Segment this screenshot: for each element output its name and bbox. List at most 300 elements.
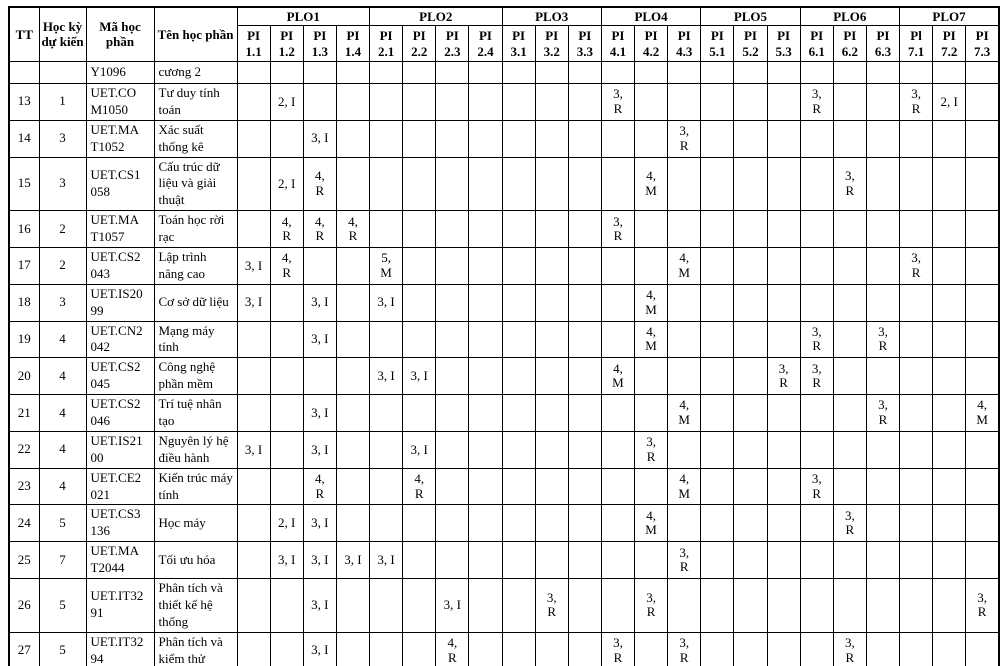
pi-mark-cell-p11 [237, 542, 270, 579]
pi-header-p61 [800, 26, 833, 62]
pi-mark-cell-p61 [800, 61, 833, 83]
pi-mark-cell-p32 [535, 157, 568, 211]
course-row [9, 632, 999, 666]
course-row [9, 468, 999, 505]
pi-mark-cell-p43 [668, 157, 701, 211]
pi-header-p32 [535, 26, 568, 62]
pi-mark-cell-p13 [303, 211, 336, 248]
pi-mark-cell-p72 [933, 284, 966, 321]
pi-mark-cell-p53 [767, 61, 800, 83]
course-name-cell: Học máy [154, 505, 237, 542]
pi-mark-cell-p33 [568, 542, 601, 579]
pi-mark-cell-p12 [270, 321, 303, 358]
pi-mark-cell-p11 [237, 248, 270, 285]
pi-mark-cell-p53 [767, 358, 800, 395]
course-row [9, 157, 999, 211]
pi-mark-cell-p11 [237, 579, 270, 633]
course-name-cell: Nguyên lý hệ điều hành [154, 431, 237, 468]
pi-mark-cell-p33 [568, 431, 601, 468]
pi-mark-value: 3, I [244, 257, 263, 273]
pi-mark-cell-p22 [403, 395, 436, 432]
pi-mark-cell-p14 [336, 284, 369, 321]
pi-mark-value: 4, R [447, 635, 458, 665]
tt-cell [9, 61, 39, 83]
pi-mark-cell-p14 [336, 358, 369, 395]
pi-mark-cell-p21 [370, 157, 403, 211]
course-row [9, 321, 999, 358]
pi-mark-cell-p43 [668, 120, 701, 157]
pi-mark-cell-p53 [767, 157, 800, 211]
pi-mark-value: 3, R [811, 86, 822, 116]
pi-mark-cell-p73 [966, 83, 999, 120]
pi-mark-cell-p13 [303, 284, 336, 321]
pi-mark-value: 3, I [311, 441, 329, 457]
pi-mark-cell-p51 [701, 157, 734, 211]
pi-mark-cell-p24 [469, 431, 502, 468]
course-code-cell [86, 468, 154, 505]
pi-mark-cell-p23 [436, 284, 469, 321]
pi-mark-cell-p42 [635, 157, 668, 211]
course-code: UET.MAT1052 [90, 121, 140, 154]
pi-mark-cell-p62 [833, 468, 866, 505]
pi-mark-cell-p43 [668, 321, 701, 358]
pi-mark-cell-p21 [370, 284, 403, 321]
pi-mark-cell-p23 [436, 61, 469, 83]
pi-header-label: PI 6.3 [874, 28, 892, 59]
pi-mark-cell-p71 [900, 358, 933, 395]
pi-mark-cell-p73 [966, 248, 999, 285]
pi-mark-cell-p31 [502, 321, 535, 358]
pi-mark-cell-p32 [535, 358, 568, 395]
pi-mark-value: 2, I [278, 175, 296, 191]
pi-mark-cell-p72 [933, 358, 966, 395]
pi-mark-cell-p12 [270, 579, 303, 633]
pi-mark-cell-p71 [900, 284, 933, 321]
tt-cell: 22 [9, 431, 39, 468]
pi-header-p72 [933, 26, 966, 62]
pi-mark-value: 5, M [380, 250, 392, 280]
pi-mark-cell-p11 [237, 321, 270, 358]
pi-mark-cell-p33 [568, 358, 601, 395]
semester-cell: 3 [39, 157, 86, 211]
pi-mark-cell-p51 [701, 505, 734, 542]
pi-mark-cell-p62 [833, 358, 866, 395]
pi-mark-cell-p62 [833, 579, 866, 633]
pi-mark-value: 4, M [645, 287, 657, 317]
pi-mark-cell-p42 [635, 248, 668, 285]
pi-mark-cell-p52 [734, 579, 767, 633]
pi-header-p22 [403, 26, 436, 62]
pi-mark-value: 2, I [278, 515, 296, 531]
pi-mark-cell-p12 [270, 542, 303, 579]
pi-mark-cell-p63 [866, 321, 899, 358]
pi-mark-cell-p52 [734, 505, 767, 542]
course-row [9, 358, 999, 395]
pi-mark-cell-p21 [370, 61, 403, 83]
pi-mark-cell-p21 [370, 505, 403, 542]
pi-mark-value: 3, R [613, 635, 623, 665]
course-row [9, 431, 999, 468]
pi-mark-value: 3, R [646, 434, 656, 464]
pi-mark-cell-p51 [701, 83, 734, 120]
pi-mark-cell-p71 [900, 248, 933, 285]
pi-mark-cell-p33 [568, 632, 601, 666]
course-row [9, 120, 999, 157]
pi-mark-cell-p42 [635, 61, 668, 83]
pi-mark-cell-p62 [833, 395, 866, 432]
pi-mark-cell-p43 [668, 395, 701, 432]
pi-mark-cell-p72 [933, 632, 966, 666]
plo-group-header-5: PLO5 [701, 7, 800, 26]
pi-mark-cell-p72 [933, 157, 966, 211]
tt-cell: 18 [9, 284, 39, 321]
tt-cell: 27 [9, 632, 39, 666]
pi-mark-cell-p62 [833, 157, 866, 211]
pi-mark-cell-p43 [668, 83, 701, 120]
pi-mark-cell-p53 [767, 83, 800, 120]
pi-mark-cell-p22 [403, 284, 436, 321]
col-header-name: Tên học phần [154, 7, 237, 61]
pi-mark-cell-p52 [734, 248, 767, 285]
pi-mark-cell-p61 [800, 542, 833, 579]
pi-mark-cell-p62 [833, 632, 866, 666]
course-code-cell [86, 395, 154, 432]
semester-cell: 5 [39, 579, 86, 633]
pi-mark-cell-p12 [270, 157, 303, 211]
pi-mark-value: 3, I [377, 367, 395, 383]
pi-mark-value: 3, R [679, 635, 690, 665]
pi-mark-value: 4, M [645, 168, 657, 198]
pi-mark-value: 4, R [414, 471, 425, 501]
course-code: UET.CS2045 [90, 359, 141, 392]
pi-mark-cell-p12 [270, 358, 303, 395]
pi-mark-cell-p43 [668, 431, 701, 468]
pi-header-p51 [701, 26, 734, 62]
pi-header-label: PI 2.2 [411, 28, 428, 59]
table-header [9, 7, 999, 61]
pi-mark-value: 3, I [410, 367, 428, 383]
pi-mark-cell-p31 [502, 120, 535, 157]
pi-mark-cell-p14 [336, 61, 369, 83]
pi-mark-cell-p21 [370, 632, 403, 666]
course-name-cell: Cấu trúc dữ liệu và giải thuật [154, 157, 237, 211]
pi-mark-cell-p43 [668, 358, 701, 395]
pi-mark-cell-p33 [568, 468, 601, 505]
course-name-cell: Mạng máy tính [154, 321, 237, 358]
pi-mark-cell-p41 [601, 358, 634, 395]
course-code-cell [86, 211, 154, 248]
pi-header-label: PI 1.3 [311, 28, 328, 59]
pi-mark-cell-p22 [403, 358, 436, 395]
course-row [9, 83, 999, 120]
pi-mark-value: 3, I [410, 441, 428, 457]
pi-mark-cell-p63 [866, 211, 899, 248]
pi-mark-cell-p32 [535, 579, 568, 633]
pi-mark-cell-p63 [866, 505, 899, 542]
pi-mark-cell-p73 [966, 211, 999, 248]
semester-cell: 2 [39, 248, 86, 285]
pi-mark-cell-p23 [436, 505, 469, 542]
pi-mark-cell-p63 [866, 468, 899, 505]
pi-mark-cell-p21 [370, 395, 403, 432]
pi-mark-cell-p73 [966, 61, 999, 83]
pi-mark-cell-p51 [701, 632, 734, 666]
tt-cell: 24 [9, 505, 39, 542]
pi-mark-cell-p72 [933, 211, 966, 248]
pi-mark-cell-p63 [866, 248, 899, 285]
pi-mark-value: 3, I [377, 294, 395, 310]
pi-header-p63 [866, 26, 899, 62]
pi-mark-cell-p53 [767, 284, 800, 321]
pi-mark-cell-p13 [303, 120, 336, 157]
pi-mark-cell-p41 [601, 542, 634, 579]
pi-header-p31 [502, 26, 535, 62]
pi-mark-cell-p32 [535, 395, 568, 432]
pi-mark-cell-p72 [933, 321, 966, 358]
pi-mark-cell-p61 [800, 431, 833, 468]
pi-mark-cell-p43 [668, 211, 701, 248]
pi-mark-cell-p53 [767, 431, 800, 468]
pi-mark-value: 3, I [244, 441, 263, 457]
pi-mark-cell-p31 [502, 61, 535, 83]
pi-mark-cell-p33 [568, 83, 601, 120]
pi-mark-cell-p24 [469, 468, 502, 505]
course-code: UET.MAT1057 [90, 212, 140, 245]
pi-mark-cell-p31 [502, 542, 535, 579]
pi-mark-cell-p33 [568, 284, 601, 321]
pi-mark-cell-p31 [502, 211, 535, 248]
pi-mark-cell-p23 [436, 468, 469, 505]
pi-mark-cell-p12 [270, 120, 303, 157]
pi-mark-cell-p31 [502, 395, 535, 432]
pi-mark-cell-p71 [900, 468, 933, 505]
pi-mark-cell-p22 [403, 83, 436, 120]
pi-mark-cell-p33 [568, 579, 601, 633]
pi-mark-cell-p52 [734, 431, 767, 468]
course-name-cell: Phân tích và kiểm thử [154, 632, 237, 666]
pi-mark-cell-p11 [237, 157, 270, 211]
pi-mark-cell-p14 [336, 83, 369, 120]
pi-mark-cell-p22 [403, 321, 436, 358]
pi-mark-cell-p21 [370, 431, 403, 468]
pi-mark-cell-p33 [568, 248, 601, 285]
pi-mark-cell-p71 [900, 61, 933, 83]
pi-mark-cell-p61 [800, 120, 833, 157]
pi-mark-cell-p72 [933, 248, 966, 285]
pi-mark-value: 3, R [878, 323, 888, 354]
pi-mark-cell-p24 [469, 321, 502, 358]
pi-header-p52 [734, 26, 767, 62]
pi-header-p53 [767, 26, 800, 62]
pi-mark-cell-p43 [668, 61, 701, 83]
pi-mark-cell-p43 [668, 505, 701, 542]
pi-mark-cell-p61 [800, 284, 833, 321]
pi-header-p14 [336, 26, 369, 62]
tt-cell: 17 [9, 248, 39, 285]
plo-group-header-3: PLO3 [502, 7, 601, 26]
pi-mark-value: 3, R [811, 471, 822, 501]
course-name-cell: Tư duy tính toán [154, 83, 237, 120]
pi-mark-value: 4, R [281, 213, 292, 244]
pi-header-label: PI 7.2 [941, 28, 958, 59]
pi-mark-cell-p61 [800, 395, 833, 432]
course-row [9, 579, 999, 633]
tt-cell: 13 [9, 83, 39, 120]
pi-mark-cell-p22 [403, 431, 436, 468]
pi-mark-value: 3, R [679, 544, 690, 575]
pi-mark-cell-p61 [800, 211, 833, 248]
pi-header-p62 [833, 26, 866, 62]
pi-header-p71 [900, 26, 933, 62]
pi-mark-cell-p11 [237, 395, 270, 432]
pi-mark-cell-p41 [601, 120, 634, 157]
pi-mark-value: 3, R [977, 589, 987, 620]
pi-mark-cell-p61 [800, 468, 833, 505]
pi-header-label: PI 2.3 [444, 28, 461, 59]
pi-mark-cell-p24 [469, 579, 502, 633]
pi-mark-cell-p31 [502, 284, 535, 321]
pi-mark-cell-p33 [568, 395, 601, 432]
pi-mark-cell-p41 [601, 284, 634, 321]
pi-mark-cell-p33 [568, 505, 601, 542]
pi-mark-cell-p14 [336, 505, 369, 542]
pi-mark-cell-p23 [436, 83, 469, 120]
pi-mark-value: 3, I [311, 404, 329, 420]
pi-mark-value: 4, R [281, 250, 292, 280]
tt-cell: 23 [9, 468, 39, 505]
pi-mark-cell-p41 [601, 248, 634, 285]
course-code-cell [86, 431, 154, 468]
pi-mark-cell-p11 [237, 632, 270, 666]
pi-mark-cell-p41 [601, 579, 634, 633]
pi-mark-cell-p33 [568, 321, 601, 358]
tt-cell: 21 [9, 395, 39, 432]
course-code-cell [86, 83, 154, 120]
semester-cell: 5 [39, 632, 86, 666]
pi-mark-value: 3, R [844, 168, 855, 198]
pi-mark-value: 4, R [314, 168, 325, 198]
pi-mark-cell-p23 [436, 321, 469, 358]
pi-mark-cell-p62 [833, 61, 866, 83]
pi-mark-cell-p63 [866, 83, 899, 120]
pi-mark-cell-p31 [502, 505, 535, 542]
pi-mark-cell-p51 [701, 248, 734, 285]
pi-mark-cell-p52 [734, 542, 767, 579]
pi-mark-cell-p41 [601, 395, 634, 432]
course-code: UET.IT3291 [90, 588, 144, 621]
pi-header-p23 [436, 26, 469, 62]
pi-mark-cell-p43 [668, 632, 701, 666]
table-body [9, 61, 999, 666]
pi-mark-cell-p32 [535, 505, 568, 542]
pi-mark-cell-p71 [900, 431, 933, 468]
pi-mark-cell-p32 [535, 321, 568, 358]
pi-mark-value: 3, R [878, 397, 888, 428]
pi-mark-cell-p73 [966, 358, 999, 395]
pi-mark-cell-p73 [966, 579, 999, 633]
pi-mark-cell-p53 [767, 395, 800, 432]
pi-mark-cell-p62 [833, 211, 866, 248]
pi-mark-value: 3, R [679, 123, 690, 153]
pi-mark-value: 3, R [811, 323, 822, 354]
course-code: UET.CS1058 [90, 166, 141, 199]
pi-mark-cell-p62 [833, 505, 866, 542]
tt-cell: 14 [9, 120, 39, 157]
pi-mark-cell-p72 [933, 395, 966, 432]
pi-mark-value: 4, M [678, 397, 690, 428]
pi-mark-cell-p13 [303, 579, 336, 633]
pi-mark-cell-p73 [966, 321, 999, 358]
pi-header-p73 [966, 26, 999, 62]
pi-mark-cell-p31 [502, 431, 535, 468]
pi-mark-value: 4, M [976, 397, 988, 428]
semester-cell: 4 [39, 395, 86, 432]
course-code: UET.IS2100 [90, 432, 143, 465]
course-code: UET.CE2021 [90, 469, 142, 502]
col-header-semester: Học kỳ dự kiến [39, 7, 86, 61]
pi-mark-value: 4, R [348, 213, 358, 244]
pi-mark-cell-p52 [734, 211, 767, 248]
pi-mark-value: 2, I [278, 93, 296, 109]
pi-mark-cell-p13 [303, 632, 336, 666]
pi-mark-cell-p61 [800, 83, 833, 120]
pi-mark-value: 3, R [811, 360, 822, 391]
pi-mark-cell-p41 [601, 61, 634, 83]
pi-mark-cell-p61 [800, 505, 833, 542]
pi-mark-cell-p63 [866, 431, 899, 468]
pi-mark-value: 3, I [311, 294, 329, 310]
pi-mark-cell-p13 [303, 248, 336, 285]
course-code-cell [86, 542, 154, 579]
pi-mark-cell-p42 [635, 211, 668, 248]
pi-mark-cell-p73 [966, 542, 999, 579]
course-row [9, 211, 999, 248]
pi-mark-cell-p71 [900, 211, 933, 248]
pi-mark-cell-p71 [900, 395, 933, 432]
pi-mark-cell-p73 [966, 431, 999, 468]
pi-mark-cell-p72 [933, 61, 966, 83]
pi-mark-cell-p63 [866, 61, 899, 83]
course-row [9, 542, 999, 579]
pi-mark-value: 3, I [278, 551, 296, 567]
pi-header-label: PI 5.1 [709, 28, 726, 59]
pi-mark-cell-p24 [469, 542, 502, 579]
pi-mark-cell-p61 [800, 157, 833, 211]
course-row [9, 505, 999, 542]
pi-mark-cell-p13 [303, 505, 336, 542]
pi-mark-cell-p33 [568, 211, 601, 248]
pi-mark-cell-p12 [270, 248, 303, 285]
pi-mark-cell-p62 [833, 83, 866, 120]
pi-mark-cell-p72 [933, 468, 966, 505]
pi-mark-cell-p71 [900, 632, 933, 666]
pi-mark-cell-p31 [502, 579, 535, 633]
semester-cell: 4 [39, 321, 86, 358]
pi-mark-cell-p61 [800, 248, 833, 285]
pi-mark-cell-p53 [767, 321, 800, 358]
pi-mark-cell-p42 [635, 395, 668, 432]
pi-mark-cell-p14 [336, 395, 369, 432]
pi-mark-cell-p31 [502, 632, 535, 666]
pi-mark-cell-p51 [701, 431, 734, 468]
pi-mark-cell-p21 [370, 321, 403, 358]
pi-mark-value: 4, M [678, 250, 690, 280]
pi-mark-cell-p21 [370, 579, 403, 633]
course-name-cell: Cơ sở dữ liệu [154, 284, 237, 321]
pi-mark-cell-p63 [866, 579, 899, 633]
pi-mark-cell-p24 [469, 505, 502, 542]
pi-mark-cell-p61 [800, 632, 833, 666]
